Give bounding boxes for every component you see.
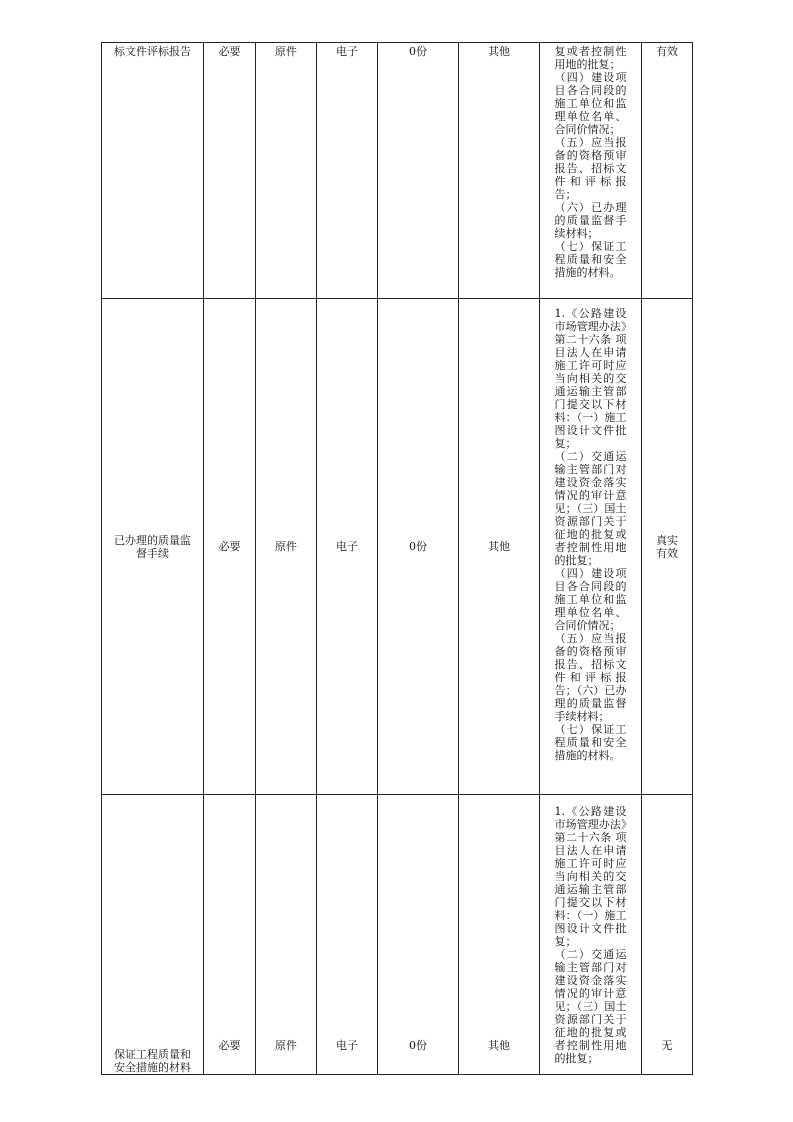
basis-cell [540, 795, 642, 1075]
media-cell [317, 43, 378, 299]
required-cell [204, 43, 256, 299]
material-name: 已办理的质量监督手续 [114, 533, 191, 560]
table-row [102, 299, 693, 795]
material-name-cell [102, 43, 204, 299]
form-value: 原件 [275, 1039, 297, 1052]
media-cell [317, 299, 378, 795]
validity-value: 无 [661, 1039, 673, 1052]
required-value: 必要 [218, 1039, 241, 1052]
copies-value: 0份 [409, 45, 427, 58]
form-value: 原件 [275, 45, 297, 58]
legal-basis-text: 复或者控制性用地的批复； （四）建设项目各合同段的施工单位和监理单位名单、合同价情况； （五）应当报备的资格预审报告、招标文件和评标报告； （六）已办理的质量监督手续材料； （七）保证工程质量和安全措施的材料。 [554, 45, 627, 279]
required-cell [204, 795, 256, 1075]
material-name-cell [102, 795, 204, 1075]
copies-cell [378, 43, 459, 299]
copies-value: 0份 [409, 540, 427, 553]
source-value: 其他 [488, 45, 510, 58]
basis-cell [540, 299, 642, 795]
validity-cell [642, 43, 693, 299]
source-cell [459, 299, 540, 795]
table-row [102, 795, 693, 1075]
copies-cell [378, 299, 459, 795]
media-cell [317, 795, 378, 1075]
material-name: 保证工程质量和安全措施的材料 [114, 1048, 191, 1074]
legal-basis-text: 1.《公路建设市场管理办法》第二十六条 项目法人在申请施工许可时应当向相关的交通运输主管部门提交以下材料：（一）施工图设计文件批复； （二）交通运输主管部门对建设资金落实情况的审计意见；（三）国土资源部门关于征地的批复或者控制性用地的批复； （四）建设项目各合同段的施工单位和监理单位名单、合同价情况； （五）应当报备的资格预审报告、招标文件和评标报告；（六）已办理的质量监督手续材料； （七）保证工程质量和安全措施的材料。 [554, 307, 627, 762]
required-value: 必要 [218, 540, 241, 553]
copies-cell [378, 795, 459, 1075]
form-cell [256, 795, 317, 1075]
basis-cell [540, 43, 642, 299]
validity-value: 有效 [656, 45, 678, 58]
copies-value: 0份 [409, 1039, 427, 1052]
legal-basis-text: 1.《公路建设市场管理办法》第二十六条 项目法人在申请施工许可时应当向相关的交通运输主管部门提交以下材料：（一）施工图设计文件批复； （二）交通运输主管部门对建设资金落实情况的审计意见；（三）国土资源部门关于征地的批复或者控制性用地的批复； [554, 805, 627, 1065]
validity-value: 真实有效 [656, 533, 678, 560]
source-cell [459, 795, 540, 1075]
source-value: 其他 [488, 540, 510, 553]
form-cell [256, 43, 317, 299]
source-cell [459, 43, 540, 299]
validity-cell [642, 299, 693, 795]
source-value: 其他 [488, 1039, 510, 1052]
materials-table [101, 42, 693, 1075]
table-row [102, 43, 693, 299]
required-cell [204, 299, 256, 795]
media-value: 电子 [336, 1039, 358, 1052]
required-value: 必要 [218, 45, 241, 58]
material-name: 标文件评标报告 [114, 45, 191, 58]
media-value: 电子 [336, 45, 358, 58]
validity-cell [642, 795, 693, 1075]
form-value: 原件 [275, 540, 297, 553]
material-name-cell [102, 299, 204, 795]
media-value: 电子 [336, 540, 358, 553]
form-cell [256, 299, 317, 795]
